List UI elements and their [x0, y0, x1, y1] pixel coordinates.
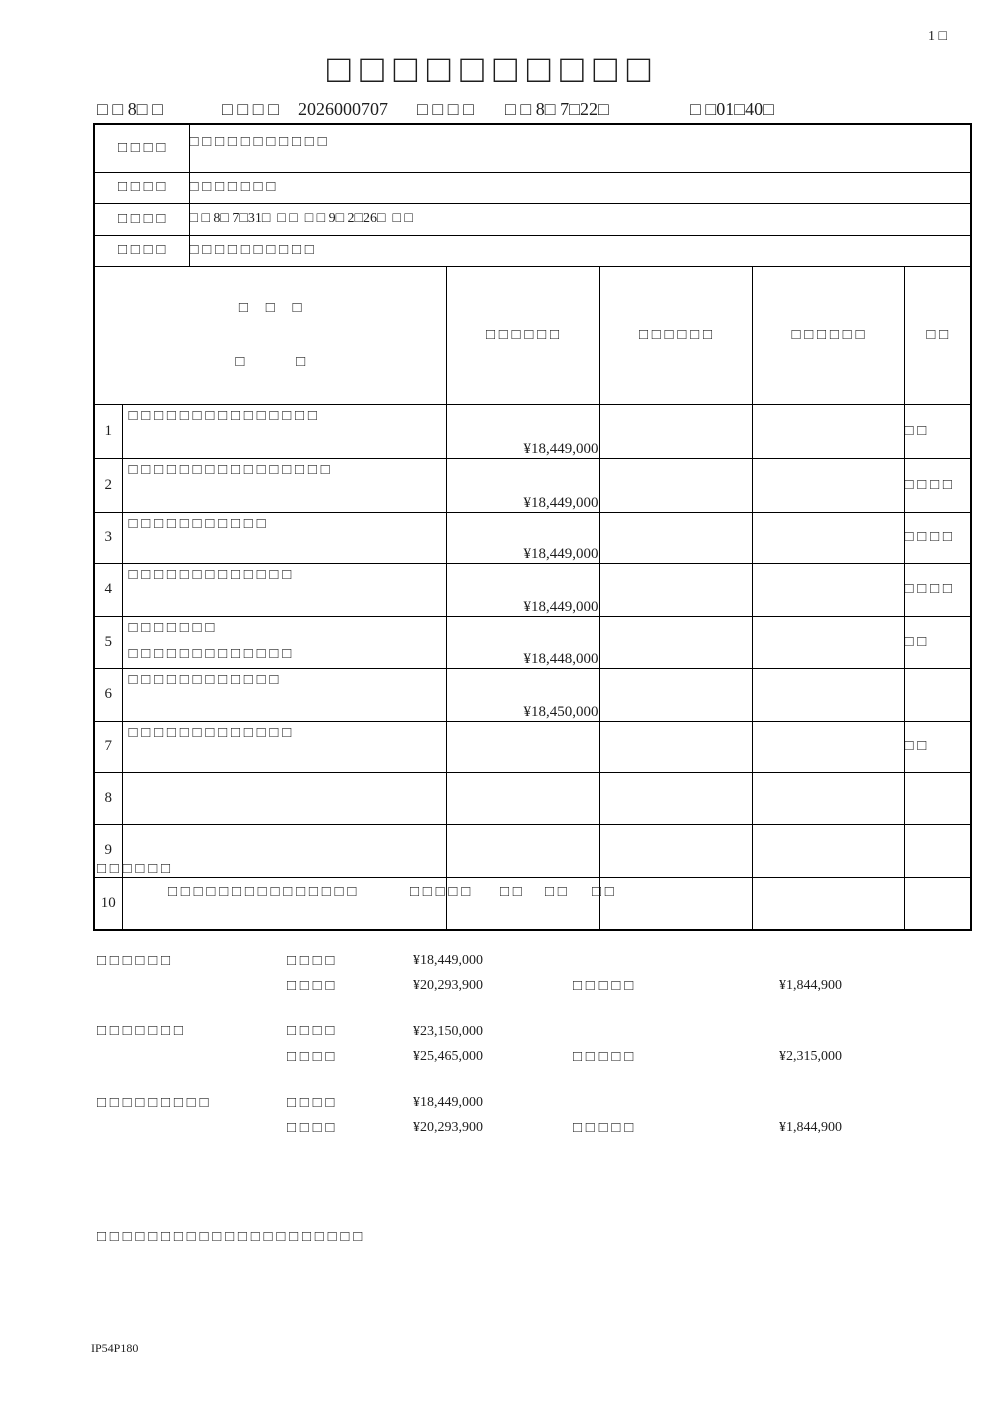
third-bid-amount: [752, 877, 904, 930]
bidder-name-header: [94, 266, 446, 404]
remarks: □ □: [904, 616, 971, 668]
third-bid-amount: [752, 616, 904, 668]
remarks: [904, 668, 971, 721]
third-bid-header: □ □ □ □ □ □: [752, 266, 904, 404]
table-row: [94, 512, 971, 563]
bidder-name-header-line2: □ □: [235, 354, 306, 370]
first-bid-amount: [446, 721, 599, 772]
summary-line1-value: ¥23,150,000: [413, 1024, 483, 1039]
detail-row: [94, 203, 971, 235]
bidder-name-cell: [122, 404, 446, 458]
detail-label: □ □ □ □: [94, 203, 189, 235]
detail-value: □ □ □ □ □ □ □ □ □ □ □: [189, 124, 971, 172]
first-bid-amount: ¥18,449,000: [446, 458, 599, 512]
remarks: □ □ □ □: [904, 512, 971, 563]
bidder-name-block: [123, 825, 446, 872]
fiscal-year: □ □ 8□ □: [97, 99, 163, 119]
detail-value: □ □ □ □ □ □ □ □ □ □: [189, 235, 971, 266]
bidder-name-block: [123, 773, 446, 819]
summary-line2-label: □ □ □ □: [287, 1120, 335, 1136]
bidder-name-header-line1: □ □ □: [238, 299, 302, 316]
summary-extra-value: ¥2,315,000: [779, 1049, 842, 1064]
second-bid-amount: [599, 772, 752, 824]
third-bid-amount: [752, 458, 904, 512]
bidder-name: □ □ □ □ □ □ □ □ □ □ □ □ □ □ □: [128, 407, 317, 424]
detail-row: [94, 235, 971, 266]
third-bid-amount: [752, 721, 904, 772]
bidder-name: □ □ □ □ □ □ □ □ □ □ □ □: [128, 671, 279, 688]
third-bid-amount: [752, 668, 904, 721]
page-number: 1 □: [928, 29, 947, 44]
bid-date: □ □ 8□ 7□22□: [505, 99, 609, 119]
third-bid-amount: [752, 404, 904, 458]
detail-value: □ □ □ □ □ □ □: [189, 172, 971, 203]
table-row: [94, 404, 971, 458]
bid-number: 2026000707: [298, 99, 388, 119]
table-row: [94, 721, 971, 772]
first-bid-amount: ¥18,449,000: [446, 563, 599, 616]
bidder-name-block: [123, 617, 446, 663]
detail-label: □ □ □ □: [94, 235, 189, 266]
remarks: [904, 772, 971, 824]
notes-text: □ □: [545, 884, 567, 900]
remarks: □ □: [904, 404, 971, 458]
remarks: □ □ □ □: [904, 563, 971, 616]
remarks: □ □: [904, 721, 971, 772]
bid-result-table: [93, 123, 972, 931]
remarks: [904, 877, 971, 930]
footnote: □ □ □ □ □ □ □ □ □ □ □ □ □ □ □ □ □ □ □ □ □: [97, 1229, 363, 1245]
second-bid-amount: [599, 563, 752, 616]
bidder-name-cell: [122, 512, 446, 563]
remarks: □ □ □ □: [904, 458, 971, 512]
second-bid-amount: [599, 404, 752, 458]
second-bid-amount: [599, 616, 752, 668]
detail-label: □ □ □ □: [94, 172, 189, 203]
first-bid-amount: [446, 772, 599, 824]
third-bid-amount: [752, 512, 904, 563]
second-bid-amount: [599, 458, 752, 512]
table-row: [94, 668, 971, 721]
form-code: IP54P180: [91, 1341, 139, 1355]
row-number: 6: [94, 668, 122, 721]
row-number: 3: [94, 512, 122, 563]
summary-extra-value: ¥1,844,900: [779, 978, 842, 993]
row-number: 10: [94, 877, 122, 930]
bidder-name-block: [123, 513, 446, 558]
bidder-name: □ □ □ □ □ □ □: [128, 619, 215, 636]
third-bid-amount: [752, 772, 904, 824]
table-row: [94, 772, 971, 824]
summary-extra-label: □ □ □ □ □: [573, 978, 634, 994]
bidder-name-cell: [122, 563, 446, 616]
summary-line2-value: ¥25,465,000: [413, 1049, 483, 1064]
bidder-name-block: [123, 459, 446, 507]
first-bid-amount: ¥18,449,000: [446, 404, 599, 458]
bidder-name-block: [123, 722, 446, 767]
second-bid-amount: [599, 721, 752, 772]
summary-extra-label: □ □ □ □ □: [573, 1120, 634, 1136]
second-bid-amount: [599, 668, 752, 721]
bidder-name-block: [123, 564, 446, 611]
detail-row: [94, 172, 971, 203]
third-bid-amount: [752, 824, 904, 877]
row-number: 5: [94, 616, 122, 668]
notes-text: □ □ □ □ □ □ □ □ □ □ □ □ □ □ □: [168, 884, 357, 900]
summary-line1-label: □ □ □ □: [287, 1023, 335, 1039]
table-row: [94, 824, 971, 877]
bidder-name: □ □ □ □ □ □ □ □ □ □ □ □ □: [128, 566, 292, 583]
bidder-name-cell: [122, 668, 446, 721]
summary-line2-value: ¥20,293,900: [413, 978, 483, 993]
bidder-name-cell: [122, 721, 446, 772]
table-row: [94, 563, 971, 616]
remarks-header: □ □: [904, 266, 971, 404]
bidder-name-cell: [122, 458, 446, 512]
summary-label: □ □ □ □ □ □ □ □ □: [97, 1095, 209, 1111]
first-bid-header: □ □ □ □ □ □: [446, 266, 599, 404]
row-number: 7: [94, 721, 122, 772]
summary-line1-value: ¥18,449,000: [413, 953, 483, 968]
notes-text: □ □ □ □ □: [410, 884, 471, 900]
table-row: [94, 616, 971, 668]
bidder-name: □ □ □ □ □ □ □ □ □ □ □ □ □: [128, 646, 292, 662]
row-number: 1: [94, 404, 122, 458]
second-bid-amount: [599, 512, 752, 563]
document-title: □ □ □ □ □ □ □ □ □ □: [327, 48, 651, 91]
table-header-row: [94, 266, 971, 404]
row-number: 8: [94, 772, 122, 824]
remarks: [904, 824, 971, 877]
row-number: 4: [94, 563, 122, 616]
detail-label: □ □ □ □: [94, 124, 189, 172]
summary-extra-label: □ □ □ □ □: [573, 1049, 634, 1065]
first-bid-amount: ¥18,449,000: [446, 512, 599, 563]
summary-line1-label: □ □ □ □: [287, 953, 335, 969]
second-bid-amount: [599, 877, 752, 930]
bidder-name-block: [123, 405, 446, 453]
detail-value: □ □ 8□ 7□31□ □ □ □ □ 9□ 2□26□ □ □: [189, 203, 971, 235]
first-bid-amount: [446, 824, 599, 877]
row-number: 9: [94, 824, 122, 877]
bidder-name-cell: [122, 824, 446, 877]
third-bid-amount: [752, 563, 904, 616]
summary-line2-label: □ □ □ □: [287, 978, 335, 994]
bidder-name: □ □ □ □ □ □ □ □ □ □ □ □ □ □ □ □: [128, 461, 330, 478]
bid-time: □ □01□40□: [690, 99, 774, 119]
first-bid-amount: ¥18,448,000: [446, 616, 599, 668]
table-row: [94, 458, 971, 512]
notes-heading: □ □ □ □ □ □: [97, 861, 171, 877]
summary-label: □ □ □ □ □ □: [97, 953, 171, 969]
second-bid-header: □ □ □ □ □ □: [599, 266, 752, 404]
second-bid-amount: [599, 824, 752, 877]
summary-label: □ □ □ □ □ □ □: [97, 1023, 183, 1039]
bidder-name: □ □ □ □ □ □ □ □ □ □ □: [128, 515, 266, 532]
notes-text: □ □: [500, 884, 522, 900]
notes-text: □ □: [592, 884, 614, 900]
summary-line2-label: □ □ □ □: [287, 1049, 335, 1065]
bid-date-label: □ □ □ □: [417, 99, 474, 119]
detail-row: [94, 124, 971, 172]
summary-line1-value: ¥18,449,000: [413, 1095, 483, 1110]
bidder-name-cell: [122, 616, 446, 668]
summary-extra-value: ¥1,844,900: [779, 1120, 842, 1135]
summary-line1-label: □ □ □ □: [287, 1095, 335, 1111]
bidder-name-cell: [122, 772, 446, 824]
bidder-name-block: [123, 669, 446, 716]
bid-number-label: □ □ □ □: [222, 99, 279, 119]
summary-line2-value: ¥20,293,900: [413, 1120, 483, 1135]
first-bid-amount: ¥18,450,000: [446, 668, 599, 721]
row-number: 2: [94, 458, 122, 512]
bidder-name: □ □ □ □ □ □ □ □ □ □ □ □ □: [128, 724, 292, 741]
